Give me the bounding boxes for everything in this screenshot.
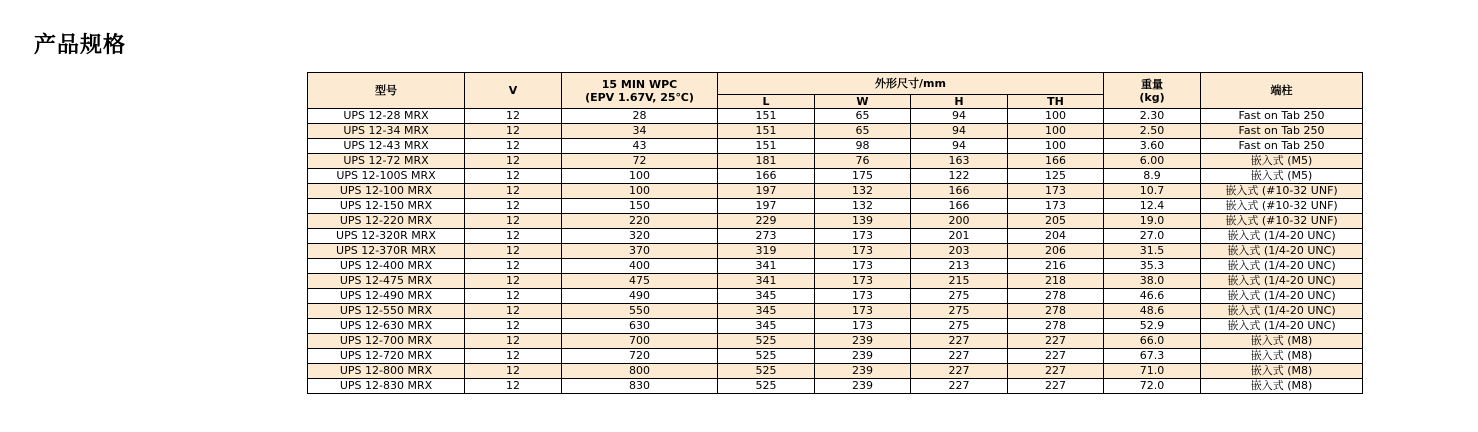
height-cell: 203 bbox=[911, 244, 1008, 259]
height-cell: 275 bbox=[911, 304, 1008, 319]
height-cell: 94 bbox=[911, 124, 1008, 139]
width-cell: 132 bbox=[815, 184, 911, 199]
terminal-cell: 嵌入式 (M8) bbox=[1201, 334, 1363, 349]
wpc-cell: 72 bbox=[562, 154, 718, 169]
total-height-cell: 205 bbox=[1008, 214, 1104, 229]
model-cell: UPS 12-800 MRX bbox=[308, 364, 465, 379]
height-cell: 227 bbox=[911, 349, 1008, 364]
terminal-cell: 嵌入式 (1/4-20 UNC) bbox=[1201, 244, 1363, 259]
width-cell: 175 bbox=[815, 169, 911, 184]
length-cell: 229 bbox=[718, 214, 815, 229]
weight-cell: 10.7 bbox=[1104, 184, 1201, 199]
weight-cell: 46.6 bbox=[1104, 289, 1201, 304]
width-cell: 173 bbox=[815, 289, 911, 304]
weight-cell: 6.00 bbox=[1104, 154, 1201, 169]
voltage-cell: 12 bbox=[465, 229, 562, 244]
table-row bbox=[308, 244, 1363, 259]
table-header bbox=[308, 73, 1363, 109]
width-cell: 76 bbox=[815, 154, 911, 169]
header-weight-line2: (kg) bbox=[1139, 90, 1165, 104]
header-wpc bbox=[562, 73, 718, 109]
height-cell: 166 bbox=[911, 184, 1008, 199]
height-cell: 215 bbox=[911, 274, 1008, 289]
width-cell: 65 bbox=[815, 109, 911, 124]
wpc-cell: 150 bbox=[562, 199, 718, 214]
height-cell: 227 bbox=[911, 379, 1008, 394]
height-cell: 213 bbox=[911, 259, 1008, 274]
terminal-cell: 嵌入式 (M8) bbox=[1201, 379, 1363, 394]
model-cell: UPS 12-700 MRX bbox=[308, 334, 465, 349]
model-cell: UPS 12-150 MRX bbox=[308, 199, 465, 214]
voltage-cell: 12 bbox=[465, 124, 562, 139]
weight-cell: 52.9 bbox=[1104, 319, 1201, 334]
width-cell: 173 bbox=[815, 319, 911, 334]
table-row bbox=[308, 259, 1363, 274]
voltage-cell: 12 bbox=[465, 364, 562, 379]
voltage-cell: 12 bbox=[465, 349, 562, 364]
header-wpc-line1: 15 MIN WPC bbox=[601, 77, 678, 91]
total-height-cell: 218 bbox=[1008, 274, 1104, 289]
length-cell: 319 bbox=[718, 244, 815, 259]
total-height-cell: 216 bbox=[1008, 259, 1104, 274]
length-cell: 151 bbox=[718, 109, 815, 124]
voltage-cell: 12 bbox=[465, 154, 562, 169]
terminal-cell: 嵌入式 (#10-32 UNF) bbox=[1201, 199, 1363, 214]
header-voltage: V bbox=[465, 73, 562, 109]
length-cell: 151 bbox=[718, 124, 815, 139]
header-wpc-line2: (EPV 1.67V, 25℃) bbox=[585, 90, 694, 104]
weight-cell: 12.4 bbox=[1104, 199, 1201, 214]
wpc-cell: 100 bbox=[562, 184, 718, 199]
weight-cell: 38.0 bbox=[1104, 274, 1201, 289]
width-cell: 139 bbox=[815, 214, 911, 229]
total-height-cell: 204 bbox=[1008, 229, 1104, 244]
model-cell: UPS 12-720 MRX bbox=[308, 349, 465, 364]
terminal-cell: 嵌入式 (M5) bbox=[1201, 154, 1363, 169]
wpc-cell: 28 bbox=[562, 109, 718, 124]
table-row bbox=[308, 154, 1363, 169]
wpc-cell: 630 bbox=[562, 319, 718, 334]
wpc-cell: 550 bbox=[562, 304, 718, 319]
total-height-cell: 166 bbox=[1008, 154, 1104, 169]
length-cell: 341 bbox=[718, 274, 815, 289]
height-cell: 122 bbox=[911, 169, 1008, 184]
height-cell: 94 bbox=[911, 139, 1008, 154]
table-body bbox=[308, 109, 1363, 394]
model-cell: UPS 12-830 MRX bbox=[308, 379, 465, 394]
model-cell: UPS 12-220 MRX bbox=[308, 214, 465, 229]
terminal-cell: 嵌入式 (M5) bbox=[1201, 169, 1363, 184]
width-cell: 173 bbox=[815, 259, 911, 274]
height-cell: 201 bbox=[911, 229, 1008, 244]
terminal-cell: 嵌入式 (#10-32 UNF) bbox=[1201, 184, 1363, 199]
header-row-1 bbox=[308, 73, 1363, 95]
model-cell: UPS 12-370R MRX bbox=[308, 244, 465, 259]
total-height-cell: 100 bbox=[1008, 109, 1104, 124]
voltage-cell: 12 bbox=[465, 109, 562, 124]
weight-cell: 67.3 bbox=[1104, 349, 1201, 364]
voltage-cell: 12 bbox=[465, 289, 562, 304]
height-cell: 200 bbox=[911, 214, 1008, 229]
length-cell: 525 bbox=[718, 349, 815, 364]
terminal-cell: 嵌入式 (1/4-20 UNC) bbox=[1201, 319, 1363, 334]
width-cell: 239 bbox=[815, 379, 911, 394]
model-cell: UPS 12-630 MRX bbox=[308, 319, 465, 334]
model-cell: UPS 12-320R MRX bbox=[308, 229, 465, 244]
wpc-cell: 700 bbox=[562, 334, 718, 349]
terminal-cell: 嵌入式 (#10-32 UNF) bbox=[1201, 214, 1363, 229]
terminal-cell: Fast on Tab 250 bbox=[1201, 109, 1363, 124]
terminal-cell: Fast on Tab 250 bbox=[1201, 124, 1363, 139]
terminal-cell: 嵌入式 (1/4-20 UNC) bbox=[1201, 289, 1363, 304]
model-cell: UPS 12-400 MRX bbox=[308, 259, 465, 274]
wpc-cell: 34 bbox=[562, 124, 718, 139]
weight-cell: 66.0 bbox=[1104, 334, 1201, 349]
weight-cell: 2.30 bbox=[1104, 109, 1201, 124]
table-row bbox=[308, 334, 1363, 349]
width-cell: 239 bbox=[815, 364, 911, 379]
voltage-cell: 12 bbox=[465, 319, 562, 334]
header-model: 型号 bbox=[308, 73, 465, 109]
terminal-cell: 嵌入式 (1/4-20 UNC) bbox=[1201, 304, 1363, 319]
weight-cell: 35.3 bbox=[1104, 259, 1201, 274]
length-cell: 525 bbox=[718, 379, 815, 394]
header-length: L bbox=[718, 95, 815, 109]
weight-cell: 71.0 bbox=[1104, 364, 1201, 379]
width-cell: 98 bbox=[815, 139, 911, 154]
wpc-cell: 800 bbox=[562, 364, 718, 379]
terminal-cell: 嵌入式 (1/4-20 UNC) bbox=[1201, 259, 1363, 274]
wpc-cell: 490 bbox=[562, 289, 718, 304]
table-row bbox=[308, 379, 1363, 394]
model-cell: UPS 12-28 MRX bbox=[308, 109, 465, 124]
header-weight-line1: 重量 bbox=[1141, 77, 1164, 91]
wpc-cell: 100 bbox=[562, 169, 718, 184]
model-cell: UPS 12-100S MRX bbox=[308, 169, 465, 184]
wpc-cell: 370 bbox=[562, 244, 718, 259]
wpc-cell: 320 bbox=[562, 229, 718, 244]
wpc-cell: 475 bbox=[562, 274, 718, 289]
weight-cell: 3.60 bbox=[1104, 139, 1201, 154]
header-width: W bbox=[815, 95, 911, 109]
table-row bbox=[308, 274, 1363, 289]
width-cell: 173 bbox=[815, 244, 911, 259]
total-height-cell: 278 bbox=[1008, 319, 1104, 334]
voltage-cell: 12 bbox=[465, 244, 562, 259]
model-cell: UPS 12-550 MRX bbox=[308, 304, 465, 319]
table-row bbox=[308, 184, 1363, 199]
voltage-cell: 12 bbox=[465, 274, 562, 289]
total-height-cell: 100 bbox=[1008, 139, 1104, 154]
terminal-cell: Fast on Tab 250 bbox=[1201, 139, 1363, 154]
wpc-cell: 400 bbox=[562, 259, 718, 274]
weight-cell: 48.6 bbox=[1104, 304, 1201, 319]
width-cell: 239 bbox=[815, 349, 911, 364]
width-cell: 173 bbox=[815, 274, 911, 289]
length-cell: 341 bbox=[718, 259, 815, 274]
weight-cell: 2.50 bbox=[1104, 124, 1201, 139]
length-cell: 525 bbox=[718, 364, 815, 379]
total-height-cell: 227 bbox=[1008, 334, 1104, 349]
model-cell: UPS 12-475 MRX bbox=[308, 274, 465, 289]
terminal-cell: 嵌入式 (1/4-20 UNC) bbox=[1201, 274, 1363, 289]
table-row bbox=[308, 139, 1363, 154]
height-cell: 227 bbox=[911, 334, 1008, 349]
terminal-cell: 嵌入式 (1/4-20 UNC) bbox=[1201, 229, 1363, 244]
weight-cell: 8.9 bbox=[1104, 169, 1201, 184]
total-height-cell: 278 bbox=[1008, 304, 1104, 319]
width-cell: 132 bbox=[815, 199, 911, 214]
voltage-cell: 12 bbox=[465, 379, 562, 394]
weight-cell: 19.0 bbox=[1104, 214, 1201, 229]
table-row bbox=[308, 199, 1363, 214]
header-weight bbox=[1104, 73, 1201, 109]
length-cell: 273 bbox=[718, 229, 815, 244]
wpc-cell: 720 bbox=[562, 349, 718, 364]
total-height-cell: 206 bbox=[1008, 244, 1104, 259]
length-cell: 345 bbox=[718, 289, 815, 304]
voltage-cell: 12 bbox=[465, 304, 562, 319]
model-cell: UPS 12-72 MRX bbox=[308, 154, 465, 169]
table-row bbox=[308, 169, 1363, 184]
voltage-cell: 12 bbox=[465, 334, 562, 349]
width-cell: 173 bbox=[815, 304, 911, 319]
table-row bbox=[308, 364, 1363, 379]
length-cell: 345 bbox=[718, 319, 815, 334]
total-height-cell: 227 bbox=[1008, 379, 1104, 394]
voltage-cell: 12 bbox=[465, 184, 562, 199]
length-cell: 197 bbox=[718, 199, 815, 214]
voltage-cell: 12 bbox=[465, 139, 562, 154]
voltage-cell: 12 bbox=[465, 214, 562, 229]
header-terminal: 端柱 bbox=[1201, 73, 1363, 109]
voltage-cell: 12 bbox=[465, 169, 562, 184]
length-cell: 166 bbox=[718, 169, 815, 184]
length-cell: 525 bbox=[718, 334, 815, 349]
total-height-cell: 125 bbox=[1008, 169, 1104, 184]
height-cell: 94 bbox=[911, 109, 1008, 124]
length-cell: 197 bbox=[718, 184, 815, 199]
table-row bbox=[308, 229, 1363, 244]
table-row bbox=[308, 319, 1363, 334]
total-height-cell: 278 bbox=[1008, 289, 1104, 304]
table-row bbox=[308, 124, 1363, 139]
height-cell: 275 bbox=[911, 319, 1008, 334]
wpc-cell: 43 bbox=[562, 139, 718, 154]
header-dimensions: 外形尺寸/mm bbox=[718, 73, 1104, 95]
total-height-cell: 227 bbox=[1008, 364, 1104, 379]
total-height-cell: 227 bbox=[1008, 349, 1104, 364]
voltage-cell: 12 bbox=[465, 259, 562, 274]
height-cell: 275 bbox=[911, 289, 1008, 304]
product-spec-table bbox=[307, 72, 1363, 394]
weight-cell: 31.5 bbox=[1104, 244, 1201, 259]
page-title: 产品规格 bbox=[34, 33, 127, 58]
table-row bbox=[308, 289, 1363, 304]
width-cell: 173 bbox=[815, 229, 911, 244]
height-cell: 163 bbox=[911, 154, 1008, 169]
header-total-height: TH bbox=[1008, 95, 1104, 109]
model-cell: UPS 12-43 MRX bbox=[308, 139, 465, 154]
model-cell: UPS 12-34 MRX bbox=[308, 124, 465, 139]
total-height-cell: 100 bbox=[1008, 124, 1104, 139]
header-height: H bbox=[911, 95, 1008, 109]
table-row bbox=[308, 109, 1363, 124]
terminal-cell: 嵌入式 (M8) bbox=[1201, 364, 1363, 379]
table-row bbox=[308, 304, 1363, 319]
weight-cell: 72.0 bbox=[1104, 379, 1201, 394]
height-cell: 166 bbox=[911, 199, 1008, 214]
length-cell: 151 bbox=[718, 139, 815, 154]
total-height-cell: 173 bbox=[1008, 199, 1104, 214]
voltage-cell: 12 bbox=[465, 199, 562, 214]
length-cell: 181 bbox=[718, 154, 815, 169]
wpc-cell: 830 bbox=[562, 379, 718, 394]
length-cell: 345 bbox=[718, 304, 815, 319]
table-row bbox=[308, 214, 1363, 229]
weight-cell: 27.0 bbox=[1104, 229, 1201, 244]
model-cell: UPS 12-490 MRX bbox=[308, 289, 465, 304]
height-cell: 227 bbox=[911, 364, 1008, 379]
width-cell: 65 bbox=[815, 124, 911, 139]
terminal-cell: 嵌入式 (M8) bbox=[1201, 349, 1363, 364]
wpc-cell: 220 bbox=[562, 214, 718, 229]
table-row bbox=[308, 349, 1363, 364]
total-height-cell: 173 bbox=[1008, 184, 1104, 199]
model-cell: UPS 12-100 MRX bbox=[308, 184, 465, 199]
width-cell: 239 bbox=[815, 334, 911, 349]
